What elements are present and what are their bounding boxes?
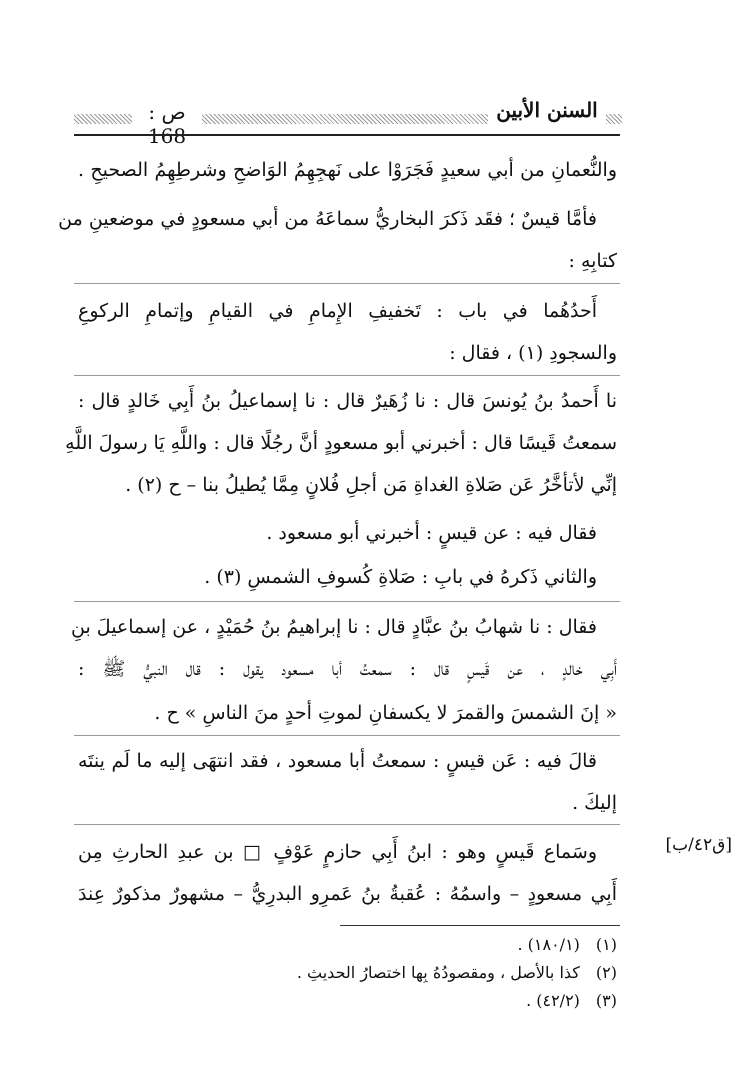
text-line: والنُّعمانِ من أبي سعيدٍ فَجَرَوْا على نَهجِهِمُ الوَاضحِ وشرطِهِمُ الصحيحِ . (78, 159, 617, 181)
text-line: قالَ فيه : عَن قيسٍ : سمعتُ أبا مسعود ، فقد انتهَى إليه ما لَم ينتَه (78, 750, 597, 772)
text-line: وسَماع قَيسٍ وهو : ابنُ أَبِي حازمٍ عَوْفٍ □ بن عبدِ الحارثِ مِن (78, 841, 597, 863)
paragraph-separator (74, 283, 620, 284)
header-ornament (606, 114, 622, 124)
text-line: أَبِي خالدٍ ، عن قَيسٍ قال : سمعتُ أبا مسعود يقول : قال النبيُّ ﷺ : (78, 658, 617, 680)
text-line: إنِّي لأتأخَّرُ عَن صَلاةِ الغداةِ مَن أجلِ فُلانٍ مِمَّا يُطيلُ بنا – ح (٢) . (125, 474, 617, 496)
text-line: سمعتُ قَيسًا قال : أخبرني أبو مسعودٍ أنَّ رجُلًا قال : واللَّهِ يَا رسولَ اللَّهِ (65, 432, 617, 454)
text-line: « إنَ الشمسَ والقمرَ لا يكسفانِ لموتِ أحدٍ منَ الناسِ » ح . (154, 702, 617, 724)
footnote-text: كذا بالأصل ، ومقصودُهُ بِها اختصارُ الحديثِ . (296, 963, 580, 982)
text-line: فأمَّا قيسٌ ؛ فقَد ذَكرَ البخاريُّ سماعَهُ من أبي مسعودٍ في موضعينِ من (58, 208, 597, 230)
running-header (74, 98, 620, 148)
text-line: فقال فيه : عن قيسٍ : أخبرني أبو مسعود . (266, 522, 597, 544)
footnote (517, 935, 617, 954)
text-line: والسجودِ (١) ، فقال : (449, 342, 617, 364)
paragraph-separator (74, 824, 620, 825)
footnote-number: (٢) (595, 963, 617, 982)
book-title: السنن الأبين (496, 98, 598, 122)
paragraph-separator (74, 375, 620, 376)
footnote (526, 991, 617, 1010)
marginal-note: [ق٤٢/ب] (665, 835, 732, 855)
text-line: إليكَ . (572, 792, 617, 814)
text-line: أَبِي مسعودٍ – واسمُهُ : عُقبةُ بنُ عَمرِو البدرِيُّ – مشهورٌ مذكورٌ عِندَ (78, 883, 617, 905)
paragraph-separator (74, 601, 620, 602)
text-line: أَحدُهُما في باب : تَخفيفِ الإِمامِ في القيامِ وإتمامِ الركوعِ (78, 300, 597, 322)
header-ornament (202, 114, 488, 124)
paragraph-separator (74, 735, 620, 736)
footnote-text: (١٨٠/١) . (517, 935, 580, 954)
footnote-rule (340, 925, 620, 926)
footnote (297, 963, 617, 982)
text-line: كتابِهِ : (568, 250, 617, 272)
footnote-number: (١) (595, 935, 617, 954)
text-line: والثاني ذَكرهُ في بابِ : صَلاةِ كُسوفِ الشمسِ (٣) . (204, 566, 597, 588)
footnote-text: (٤٢/٢) . (526, 991, 580, 1010)
text-line: نا أَحمدُ بنُ يُونسَ قال : نا زُهَيرٌ قال : نا إسماعيلُ بنُ أَبِي خَالدٍ قال : (78, 390, 617, 412)
text-line: فقال : نا شهابُ بنُ عبَّادٍ قال : نا إبراهيمُ بنُ حُمَيْدٍ ، عن إسماعيلَ بنِ (71, 616, 597, 638)
footnote-number: (٣) (595, 991, 617, 1010)
page-number: ص : 168 (147, 100, 187, 148)
header-ornament (74, 114, 132, 124)
header-rule (74, 134, 620, 136)
